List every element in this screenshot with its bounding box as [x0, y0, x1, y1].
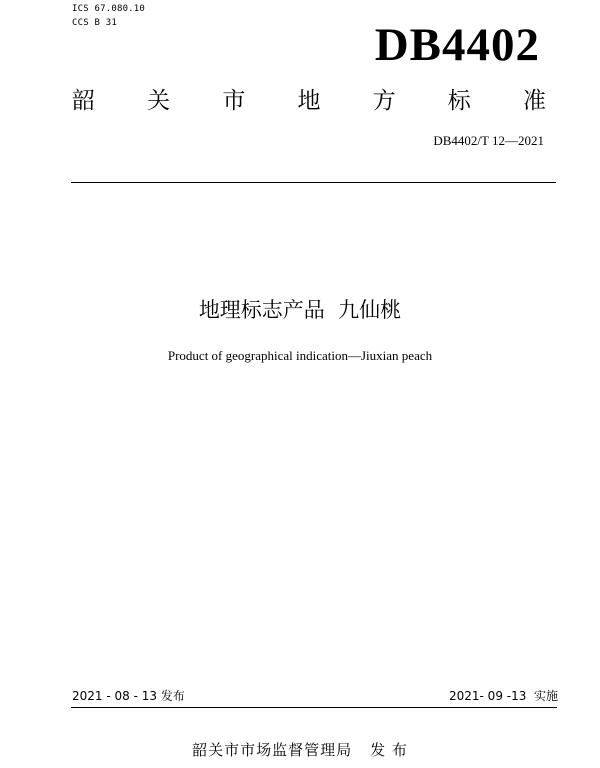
issuer-line	[0, 739, 600, 761]
standard-type-char: 市	[222, 88, 246, 114]
top-divider	[71, 182, 556, 183]
dates-row	[72, 688, 558, 704]
issue-word: 发 布	[370, 741, 408, 759]
publish-date: 2021 - 08 - 13 发布	[72, 689, 185, 703]
ics-code: ICS 67.080.10	[72, 4, 146, 14]
standard-code: DB4402	[374, 19, 540, 71]
bottom-divider	[71, 707, 557, 708]
title-chinese: 地理标志产品 九仙桃	[198, 298, 402, 322]
standard-number: DB4402/T 12—2021	[433, 133, 544, 148]
standard-type	[72, 86, 546, 116]
standard-type-char: 韶	[72, 88, 95, 114]
issuer-organization: 韶关市市场监督管理局	[192, 741, 353, 759]
standard-type-char: 标	[447, 88, 471, 114]
standard-type-char: 地	[297, 88, 321, 114]
implement-date: 2021- 09 -13 实施	[449, 689, 558, 703]
ccs-code: CCS B 31	[72, 18, 117, 28]
standard-type-char: 关	[147, 88, 171, 114]
standard-type-char: 准	[522, 88, 546, 114]
classification-codes	[72, 2, 145, 30]
standard-type-char: 方	[372, 88, 396, 114]
title-english: Product of geographical indication—Jiuxian peach	[167, 348, 433, 363]
